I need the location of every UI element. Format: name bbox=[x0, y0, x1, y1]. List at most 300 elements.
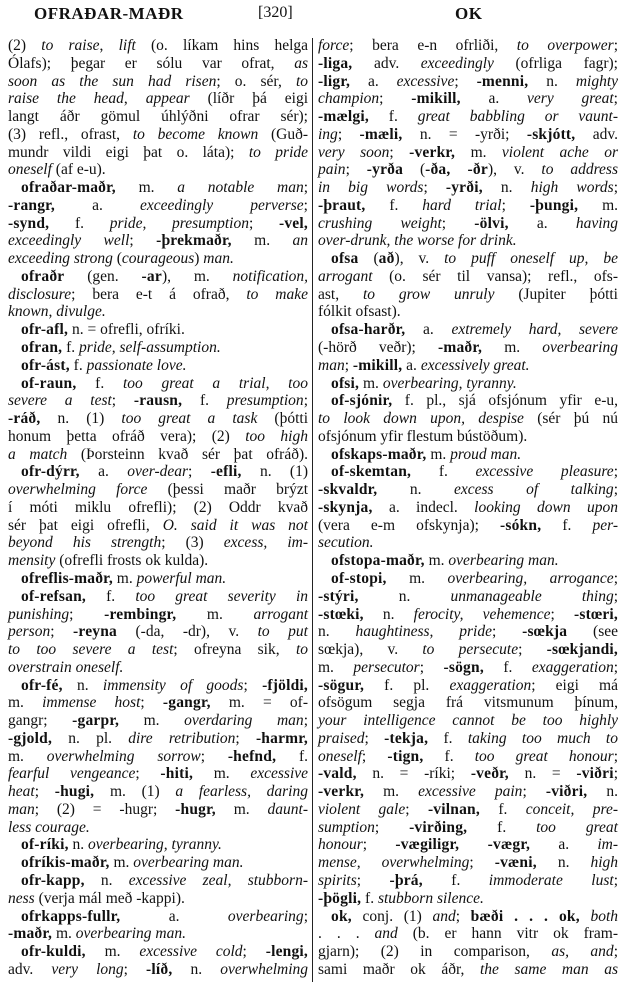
dictionary-line bbox=[318, 161, 618, 179]
text: a. bbox=[508, 214, 576, 232]
text: ( bbox=[403, 161, 426, 179]
headword: -mælgi, bbox=[318, 108, 369, 126]
text: ; bbox=[362, 836, 396, 854]
gloss: notification, bbox=[232, 267, 309, 285]
gloss: overwhelming sorrow bbox=[46, 747, 201, 765]
headword: -viðri, bbox=[545, 783, 588, 801]
gloss: high words bbox=[530, 179, 614, 197]
text: (3) refl., ofrast, bbox=[8, 125, 133, 143]
dictionary-line bbox=[318, 499, 618, 517]
headword: ofstopa-maðr, bbox=[331, 552, 425, 570]
gloss: overdaring man bbox=[184, 712, 304, 730]
gloss: known, divulge. bbox=[8, 303, 106, 321]
dictionary-line bbox=[8, 179, 308, 197]
text: a. indecl. bbox=[372, 498, 475, 516]
dictionary-line bbox=[8, 446, 308, 464]
dictionary-line bbox=[8, 588, 308, 606]
gloss: violent gale bbox=[318, 800, 406, 818]
dictionary-line bbox=[318, 339, 618, 357]
headword: -skjótt, bbox=[526, 125, 576, 143]
dictionary-line bbox=[8, 801, 308, 819]
dictionary-line bbox=[318, 90, 618, 108]
headword: -þraut, bbox=[318, 196, 366, 214]
text: n. bbox=[318, 623, 356, 641]
text bbox=[580, 908, 591, 925]
text: (Jupiter þótti bbox=[494, 285, 618, 303]
dictionary-line bbox=[318, 73, 618, 91]
gloss: taking too much to bbox=[467, 729, 618, 747]
dictionary-line bbox=[8, 321, 308, 339]
text: , bbox=[99, 37, 119, 54]
headword: of-ríki, bbox=[21, 836, 69, 854]
gloss: sumption bbox=[318, 818, 375, 836]
gloss: excessive cold bbox=[139, 943, 243, 961]
gloss: lift bbox=[118, 37, 136, 54]
gloss: your intelligence cannot be too highly bbox=[318, 712, 618, 730]
dictionary-line bbox=[8, 534, 308, 552]
gloss: ing bbox=[318, 125, 338, 143]
gloss: overwhelming force bbox=[8, 481, 148, 499]
gloss: the same man as bbox=[479, 960, 618, 978]
headword: ofr-kapp, bbox=[21, 871, 85, 889]
text: (af e-u). bbox=[51, 161, 106, 179]
text: n. = -yrði; bbox=[402, 125, 527, 143]
headword: ofríkis-maðr, bbox=[21, 854, 110, 872]
headword: -vægiligr, -vægr, bbox=[395, 836, 531, 854]
dictionary-line bbox=[8, 286, 308, 304]
text: ; bbox=[303, 179, 309, 197]
text: f. bbox=[361, 889, 378, 907]
dictionary-line bbox=[318, 197, 618, 215]
gloss: honour bbox=[318, 836, 363, 854]
headword: -maðr, bbox=[8, 925, 53, 943]
headword: of-sjónir, bbox=[331, 392, 393, 410]
gloss: both bbox=[590, 907, 619, 925]
running-head-right: OK bbox=[455, 4, 483, 23]
dictionary-line bbox=[318, 606, 618, 624]
text: . . . bbox=[318, 925, 375, 943]
headword: ofr-dýrr, bbox=[21, 463, 80, 481]
dictionary-line bbox=[8, 819, 308, 837]
text: ; bbox=[140, 694, 163, 712]
headword: of-refsan, bbox=[21, 587, 86, 605]
gloss: heat bbox=[8, 783, 35, 801]
headword: ofskaps-maðr, bbox=[331, 445, 427, 463]
text: m. bbox=[115, 179, 178, 197]
gloss: too great a trial, too bbox=[122, 374, 308, 392]
text: m. bbox=[482, 339, 543, 357]
gloss: too great severity in bbox=[135, 587, 308, 605]
dictionary-line bbox=[318, 801, 618, 819]
text: (líðr þá eigi bbox=[189, 90, 308, 108]
dictionary-line bbox=[318, 481, 618, 499]
text: f. bbox=[62, 339, 80, 357]
text: n. bbox=[587, 783, 618, 801]
text: ; bbox=[613, 587, 619, 605]
gloss: conceit, pre- bbox=[525, 800, 618, 818]
text: sami maðr ok áðr, bbox=[318, 960, 480, 978]
column-divider bbox=[312, 38, 313, 982]
gloss: arrogant bbox=[253, 605, 308, 623]
text: ( bbox=[112, 250, 122, 268]
text: f. bbox=[182, 392, 227, 410]
gloss: overbearing, arrogance bbox=[447, 569, 614, 587]
text: ; bbox=[364, 729, 385, 747]
text: f. bbox=[69, 356, 87, 374]
text: ; bbox=[135, 765, 161, 783]
gloss: ferocity, vehemence bbox=[413, 605, 551, 623]
text: gangr; bbox=[8, 712, 73, 730]
headword: -ligr, bbox=[318, 72, 351, 90]
text: ; bbox=[303, 196, 308, 214]
gloss: less courage. bbox=[8, 818, 90, 836]
dictionary-line bbox=[318, 552, 618, 570]
gloss: im- bbox=[597, 836, 618, 854]
text: ; bbox=[129, 232, 157, 250]
gloss: raise the head bbox=[8, 90, 124, 108]
text: m. bbox=[455, 143, 502, 161]
text: honum þetta ofráð vera); (2) bbox=[8, 427, 246, 445]
text: (o. líkam hins helga bbox=[135, 37, 309, 54]
dictionary-line bbox=[8, 250, 308, 268]
headword: ofsi, bbox=[331, 374, 360, 392]
gloss: haughtiness, pride bbox=[355, 623, 492, 641]
gloss: a match bbox=[8, 445, 68, 463]
dictionary-line bbox=[318, 659, 618, 677]
text: m. bbox=[359, 374, 383, 392]
text: f. bbox=[428, 729, 468, 747]
gloss: an bbox=[292, 232, 308, 250]
text: f. pl., sjá ofsjónum yfir e-u, bbox=[392, 392, 618, 410]
headword: -efli, bbox=[210, 463, 242, 481]
headword: -mikill, bbox=[411, 90, 461, 108]
gloss: praised bbox=[318, 729, 365, 747]
gloss: having bbox=[575, 214, 618, 232]
gloss: oneself bbox=[8, 161, 52, 179]
dictionary-line bbox=[318, 37, 618, 55]
dictionary-line bbox=[318, 712, 618, 730]
dictionary-line bbox=[8, 55, 308, 73]
gloss: immense host bbox=[42, 694, 141, 712]
headword: -væni, bbox=[494, 854, 537, 872]
dictionary-line bbox=[8, 161, 308, 179]
text: fólkit ofsast). bbox=[318, 303, 401, 321]
gloss: courageous bbox=[121, 250, 195, 268]
text: f. bbox=[411, 463, 476, 481]
gloss: extremely hard, severe bbox=[451, 321, 618, 339]
text: f. bbox=[422, 871, 489, 889]
text: f. bbox=[49, 214, 110, 232]
dictionary-line bbox=[318, 623, 618, 641]
gloss: too great bbox=[536, 818, 618, 836]
dictionary-line bbox=[318, 428, 618, 446]
gloss: proud man. bbox=[450, 445, 522, 463]
gloss: to grow unruly bbox=[362, 285, 495, 303]
headword: -maðr, bbox=[437, 339, 483, 357]
text: (vera e-m ofskynja); bbox=[318, 516, 501, 534]
dictionary-line bbox=[8, 659, 308, 677]
text: ; bbox=[356, 871, 390, 889]
gloss: exceedingly well bbox=[8, 232, 130, 250]
dictionary-line bbox=[8, 570, 308, 588]
gloss: too great a task bbox=[121, 410, 258, 428]
text: ; bbox=[243, 676, 263, 694]
gloss: too great honour bbox=[474, 747, 614, 765]
text: a. bbox=[350, 72, 397, 90]
text: ; bbox=[423, 179, 446, 197]
gloss: fearful vengeance bbox=[8, 765, 136, 783]
text: n. (1) bbox=[40, 410, 122, 428]
text: ast, bbox=[318, 285, 363, 303]
headword: -vel, bbox=[279, 214, 308, 232]
text: (2) bbox=[8, 37, 42, 54]
gloss: unmanageable thing bbox=[450, 587, 614, 605]
dictionary-line bbox=[8, 37, 308, 55]
dictionary-line bbox=[8, 392, 308, 410]
dictionary-line bbox=[8, 463, 308, 481]
headword: -þögli, bbox=[318, 889, 362, 907]
dictionary-line bbox=[8, 268, 308, 286]
headword: -rembingr, bbox=[104, 605, 177, 623]
gloss: presumption bbox=[226, 392, 304, 410]
headword: -stœki, bbox=[318, 605, 364, 623]
gloss: excessive zeal, stubborn- bbox=[128, 871, 308, 889]
headword: ofr-ást, bbox=[21, 356, 70, 374]
gloss: to overpower bbox=[516, 37, 614, 54]
gloss: to too severe a test bbox=[8, 641, 174, 659]
dictionary-line bbox=[318, 55, 618, 73]
dictionary-line bbox=[8, 641, 308, 659]
gloss: overwhelming bbox=[220, 960, 309, 978]
text: a. bbox=[120, 907, 228, 925]
text: m. bbox=[119, 712, 185, 730]
text: ; ofreyna sik, bbox=[173, 641, 296, 659]
headword: ofsa bbox=[331, 250, 359, 268]
text: ; (2) = -hugr; bbox=[34, 800, 176, 818]
headword: ofraðr bbox=[21, 267, 65, 285]
dictionary-line bbox=[8, 108, 308, 126]
headword: -mæli, bbox=[359, 125, 403, 143]
dictionary-line bbox=[318, 463, 618, 481]
headword: -gjold, bbox=[8, 729, 53, 747]
text: ; o. sér, bbox=[216, 72, 296, 90]
text: ; bbox=[361, 747, 388, 765]
headword: -fjöldi, bbox=[262, 676, 309, 694]
headword: -sögn, bbox=[443, 658, 484, 676]
text: ; bbox=[613, 943, 618, 961]
text: ; bbox=[345, 161, 367, 179]
text: n. bbox=[84, 871, 129, 889]
dictionary-line bbox=[8, 748, 308, 766]
headword: ofr-fé, bbox=[21, 676, 63, 694]
headword: ok, bbox=[331, 907, 352, 925]
dictionary-line bbox=[8, 499, 308, 517]
text: ; bbox=[469, 854, 495, 872]
headword: -hiti, bbox=[160, 765, 194, 783]
headword: -líð, bbox=[146, 960, 173, 978]
dictionary-line bbox=[318, 925, 618, 943]
dictionary-line bbox=[318, 783, 618, 801]
headword: -vald, bbox=[318, 765, 357, 783]
text: m. = of- bbox=[210, 694, 308, 712]
dictionary-line bbox=[318, 250, 618, 268]
dictionary-line bbox=[318, 570, 618, 588]
text: Ólafs); þegar er sólu var ofrat, bbox=[8, 54, 295, 72]
headword: of-stopi, bbox=[331, 569, 387, 587]
dictionary-line bbox=[8, 375, 308, 393]
gloss: very long bbox=[51, 960, 124, 978]
text: ; bbox=[303, 712, 308, 730]
text: gjarn); (2) in comparison, bbox=[318, 943, 552, 961]
headword: -yrði, bbox=[445, 179, 483, 197]
dictionary-line bbox=[8, 854, 308, 872]
text: (þessi maðr brýzt bbox=[147, 481, 309, 499]
text: m. bbox=[386, 569, 448, 587]
text: m. bbox=[231, 232, 293, 250]
text: ), v. bbox=[394, 250, 445, 268]
headword: ofr-kuldi, bbox=[21, 943, 86, 961]
text: m. bbox=[8, 694, 43, 712]
headword: -vilnan, bbox=[427, 800, 480, 818]
dictionary-line bbox=[318, 144, 618, 162]
text: ; bbox=[111, 392, 134, 410]
dictionary-line bbox=[8, 357, 308, 375]
text: mundr vildi eigi þat o. láta); bbox=[8, 143, 249, 161]
text: ; bbox=[123, 960, 147, 978]
gloss: excess, im- bbox=[223, 534, 308, 552]
text: n. bbox=[363, 605, 414, 623]
dictionary-line bbox=[8, 606, 308, 624]
text: a. bbox=[402, 356, 421, 374]
headword: -sœkjandi, bbox=[546, 641, 618, 659]
text: a. bbox=[405, 321, 452, 339]
gloss: O. said it was not bbox=[162, 516, 308, 534]
text: (-hörð veðr); bbox=[318, 339, 438, 357]
gloss: to persecute bbox=[422, 641, 519, 659]
gloss: pain bbox=[318, 161, 346, 179]
gloss: to pride bbox=[248, 143, 309, 161]
gloss: punishing bbox=[8, 605, 70, 623]
text: ; bbox=[613, 658, 619, 676]
text: ; bbox=[248, 214, 279, 232]
dictionary-line bbox=[318, 268, 618, 286]
text: m. bbox=[112, 569, 137, 587]
text: m. bbox=[215, 800, 268, 818]
text: ; bbox=[69, 605, 105, 623]
headword: -virðing, bbox=[409, 818, 468, 836]
dictionary-line bbox=[318, 534, 618, 552]
gloss: exceedingly perverse bbox=[140, 196, 304, 214]
dictionary-line bbox=[8, 552, 308, 570]
headword: -viðri bbox=[576, 765, 614, 783]
gloss: mensity bbox=[8, 552, 56, 570]
text: ; bbox=[242, 943, 266, 961]
text: n. = -ríki; bbox=[356, 765, 471, 783]
text: ; bbox=[50, 623, 74, 641]
headword: -lengi, bbox=[265, 943, 309, 961]
text: (ofrliga fagr); bbox=[493, 54, 618, 72]
text: n. pl. bbox=[52, 729, 129, 747]
text: m. bbox=[193, 765, 251, 783]
text: ) bbox=[194, 250, 204, 268]
gloss: powerful man. bbox=[136, 569, 227, 587]
dictionary-line bbox=[8, 623, 308, 641]
text: ( bbox=[358, 250, 379, 268]
text: ; bbox=[613, 569, 618, 587]
text: ; bbox=[303, 392, 308, 410]
dictionary-line bbox=[8, 197, 308, 215]
dictionary-line bbox=[318, 357, 618, 375]
text: ofsjónum yfir flestum bústöðum). bbox=[318, 427, 528, 445]
gloss: overbearing, tyranny. bbox=[88, 836, 222, 854]
gloss: person bbox=[8, 623, 51, 641]
text: a. bbox=[54, 196, 140, 214]
text: adv. bbox=[352, 54, 421, 72]
text: m. bbox=[426, 445, 451, 463]
dictionary-line bbox=[318, 232, 618, 250]
text: langt áðr gömul úhlýðni ofrar sér); bbox=[8, 108, 308, 126]
gloss: to put bbox=[257, 623, 308, 641]
headword: -sókn, bbox=[500, 516, 542, 534]
headword: -synd, bbox=[8, 214, 50, 232]
dictionary-line bbox=[318, 765, 618, 783]
dictionary-line bbox=[8, 890, 308, 908]
text: ; bbox=[441, 214, 475, 232]
text: (Guð- bbox=[258, 125, 309, 143]
text: a. bbox=[460, 90, 528, 108]
text: (þótti bbox=[257, 410, 308, 428]
dictionary-line bbox=[8, 481, 308, 499]
page-number: [320] bbox=[258, 4, 293, 21]
gloss: excessive pleasure bbox=[475, 463, 614, 481]
text: n. bbox=[482, 179, 531, 197]
headword: ofr-afl, bbox=[21, 321, 69, 339]
dictionary-line bbox=[8, 712, 308, 730]
headword: ofraðar-maðr, bbox=[21, 179, 116, 197]
headword: -tign, bbox=[387, 747, 424, 765]
text: ; bbox=[613, 747, 618, 765]
gloss: overstrain oneself. bbox=[8, 658, 124, 676]
dictionary-line bbox=[8, 90, 308, 108]
headword: -hugi, bbox=[54, 783, 95, 801]
text: m. bbox=[364, 783, 419, 801]
text: (gen. bbox=[64, 267, 142, 285]
text: ; bbox=[405, 800, 428, 818]
text: ; bbox=[303, 907, 308, 925]
dictionary-line bbox=[318, 748, 618, 766]
gloss: ness bbox=[8, 889, 35, 907]
gloss: excessive bbox=[250, 765, 309, 783]
text: sér þat eigi ofrefli, bbox=[8, 516, 163, 534]
gloss: and bbox=[432, 907, 456, 925]
headword: -menni, bbox=[476, 72, 529, 90]
dictionary-line bbox=[8, 428, 308, 446]
dictionary-line bbox=[8, 126, 308, 144]
gloss: exceedingly bbox=[420, 54, 494, 72]
headword: -ölvi, bbox=[474, 214, 509, 232]
gloss: mense, overwhelming bbox=[318, 854, 470, 872]
text: m. bbox=[424, 552, 449, 570]
text: m. bbox=[8, 747, 47, 765]
text: f. pl. bbox=[364, 676, 450, 694]
headword: ofrkapps-fullr, bbox=[21, 907, 121, 925]
text: ; bbox=[188, 463, 211, 481]
dictionary-line bbox=[8, 215, 308, 233]
text: f. bbox=[76, 374, 123, 392]
dictionary-line bbox=[318, 108, 618, 126]
headword: -skynja, bbox=[318, 498, 373, 516]
gloss: severe a test bbox=[8, 392, 112, 410]
